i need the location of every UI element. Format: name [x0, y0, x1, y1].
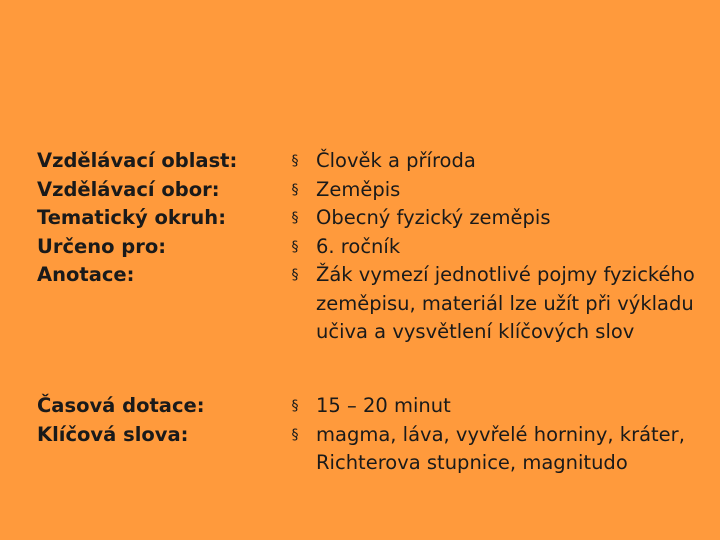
label-keywords: Klíčová slova:	[37, 422, 189, 446]
value-thematic-area	[288, 204, 708, 233]
value-time-allocation	[288, 392, 708, 421]
bullet-icon: §	[291, 153, 299, 169]
value-annotation	[288, 261, 708, 347]
value-text: Žák vymezí jednotlivé pojmy fyzického zeměpisu, materiál lze užít při výkladu učiva a vysvětlení klíčových slov	[316, 263, 695, 343]
label-annotation: Anotace:	[37, 263, 135, 286]
value-educational-area	[288, 147, 708, 176]
label-intended-for: Určeno pro:	[37, 234, 167, 258]
label-educational-field: Vzdělávací obor:	[37, 177, 220, 201]
bullet-icon: §	[291, 238, 299, 255]
value-text: 15 – 20 minut	[316, 394, 451, 417]
metadata-labels-secondary	[37, 392, 277, 449]
metadata-labels-primary	[37, 147, 277, 290]
value-text: Zeměpis	[316, 177, 401, 201]
value-text: Obecný fyzický zeměpis	[316, 206, 551, 229]
label-thematic-area: Tematický okruh:	[37, 206, 226, 229]
bullet-icon: §	[291, 267, 299, 283]
value-intended-for	[288, 233, 708, 262]
bullet-icon: §	[291, 426, 299, 443]
value-text: magma, láva, vyvřelé horniny, kráter, Richterova stupnice, magnitudo	[316, 422, 685, 474]
value-text: 6. ročník	[316, 234, 401, 258]
value-keywords	[288, 421, 708, 478]
bullet-icon: §	[291, 181, 299, 198]
label-time-allocation: Časová dotace:	[37, 394, 205, 417]
metadata-values-secondary	[288, 392, 708, 478]
bullet-icon: §	[291, 398, 299, 414]
metadata-values-primary	[288, 147, 708, 347]
value-text: Člověk a příroda	[316, 149, 476, 172]
bullet-icon: §	[291, 210, 299, 226]
label-educational-area: Vzdělávací oblast:	[37, 149, 238, 172]
value-educational-field	[288, 176, 708, 205]
